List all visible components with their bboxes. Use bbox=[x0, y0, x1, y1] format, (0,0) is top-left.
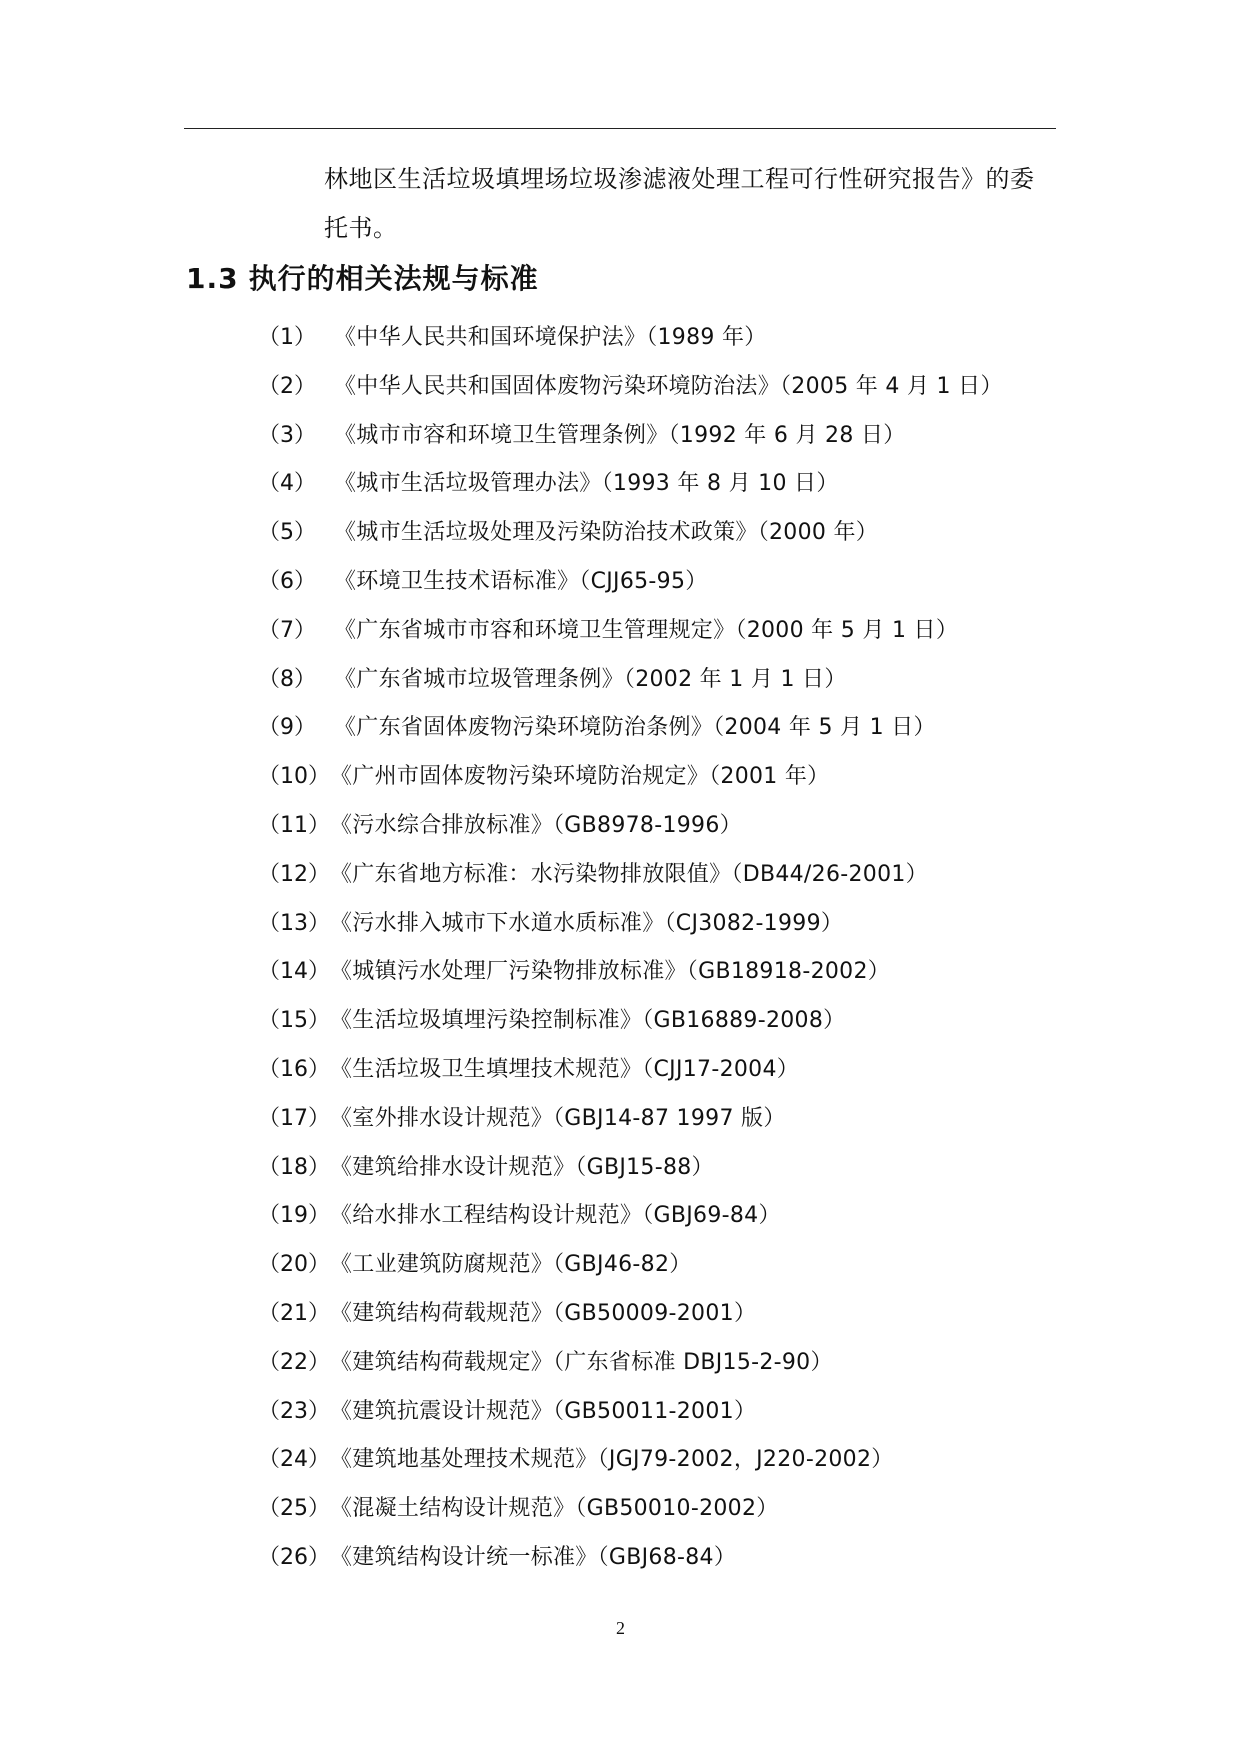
list-item bbox=[258, 1001, 1003, 1050]
item-title: 《污水排入城市下水道水质标准》（CJ3082-1999） bbox=[330, 910, 844, 936]
item-title: 《工业建筑防腐规范》（GBJ46-82） bbox=[330, 1252, 692, 1278]
item-title: 《建筑结构荷载规定》（广东省标准 DBJ15-2-90） bbox=[330, 1349, 833, 1375]
item-index: （14） bbox=[258, 959, 330, 985]
item-index: （18） bbox=[258, 1154, 330, 1180]
item-index: （21） bbox=[258, 1300, 330, 1326]
item-title: 《建筑结构设计统一标准》（GBJ68-84） bbox=[330, 1544, 737, 1570]
item-title: 《建筑地基处理技术规范》（JGJ79-2002，J220-2002） bbox=[330, 1447, 894, 1473]
list-item bbox=[258, 611, 1003, 660]
item-title: 《建筑抗震设计规范》（GB50011-2001） bbox=[330, 1398, 757, 1424]
list-item bbox=[258, 1392, 1003, 1441]
list-item bbox=[258, 367, 1003, 416]
item-title: 《混凝土结构设计规范》（GB50010-2002） bbox=[330, 1496, 779, 1522]
list-item bbox=[258, 1099, 1003, 1148]
item-index: （16） bbox=[258, 1056, 330, 1082]
item-title: 《建筑结构荷载规范》（GB50009-2001） bbox=[330, 1300, 757, 1326]
list-item bbox=[258, 806, 1003, 855]
item-index: （1） bbox=[258, 325, 316, 350]
item-index: （23） bbox=[258, 1398, 330, 1424]
list-item bbox=[258, 562, 1003, 611]
item-index: （10） bbox=[258, 764, 330, 790]
list-item bbox=[258, 513, 1003, 562]
section-heading bbox=[186, 259, 539, 299]
list-item bbox=[258, 757, 1003, 806]
item-index: （15） bbox=[258, 1008, 330, 1034]
item-index: （26） bbox=[258, 1544, 330, 1570]
page-number: 2 bbox=[616, 1618, 625, 1638]
continuation-line: 林地区生活垃圾填埋场垃圾渗滤液处理工程可行性研究报告》的委 bbox=[324, 165, 1035, 193]
list-item bbox=[258, 1245, 1003, 1294]
item-index: （19） bbox=[258, 1203, 330, 1229]
regulations-list bbox=[258, 318, 1003, 1587]
item-title: 《城市市容和环境卫生管理条例》（1992 年 6 月 28 日） bbox=[334, 422, 906, 448]
item-title: 《广州市固体废物污染环境防治规定》（2001 年） bbox=[330, 764, 830, 790]
section-title: 执行的相关法规与标准 bbox=[248, 262, 539, 295]
list-item bbox=[258, 1196, 1003, 1245]
item-title: 《中华人民共和国固体废物污染环境防治法》（2005 年 4 月 1 日） bbox=[334, 373, 1003, 399]
item-title: 《城镇污水处理厂污染物排放标准》（GB18918-2002） bbox=[330, 959, 891, 985]
item-index: （13） bbox=[258, 910, 330, 936]
item-index: （12） bbox=[258, 861, 330, 887]
item-index: （4） bbox=[258, 471, 316, 497]
continuation-paragraph bbox=[324, 155, 1064, 253]
list-item bbox=[258, 855, 1003, 904]
list-item bbox=[258, 1294, 1003, 1343]
item-index: （17） bbox=[258, 1105, 330, 1131]
list-item bbox=[258, 1489, 1003, 1538]
header-rule bbox=[184, 128, 1056, 129]
item-index: （22） bbox=[258, 1349, 330, 1375]
section-number: 1.3 bbox=[186, 262, 239, 295]
item-title: 《生活垃圾填埋污染控制标准》（GB16889-2008） bbox=[330, 1008, 846, 1034]
item-title: 《污水综合排放标准》（GB8978-1996） bbox=[330, 812, 742, 838]
item-title: 《城市生活垃圾管理办法》（1993 年 8 月 10 日） bbox=[334, 471, 839, 497]
item-index: （8） bbox=[258, 666, 316, 692]
item-title: 《室外排水设计规范》（GBJ14-87 1997 版） bbox=[330, 1105, 786, 1131]
list-item bbox=[258, 708, 1003, 757]
item-title: 《生活垃圾卫生填埋技术规范》（CJJ17-2004） bbox=[330, 1056, 800, 1082]
list-item bbox=[258, 660, 1003, 709]
list-item bbox=[258, 904, 1003, 953]
item-title: 《广东省固体废物污染环境防治条例》（2004 年 5 月 1 日） bbox=[334, 715, 936, 741]
item-index: （3） bbox=[258, 422, 316, 448]
item-title: 《中华人民共和国环境保护法》（1989 年） bbox=[334, 325, 767, 350]
list-item bbox=[258, 464, 1003, 513]
item-index: （25） bbox=[258, 1496, 330, 1522]
item-index: （9） bbox=[258, 715, 316, 741]
item-title: 《广东省地方标准：水污染物排放限值》（DB44/26-2001） bbox=[330, 861, 928, 887]
item-index: （7） bbox=[258, 617, 316, 643]
list-item bbox=[258, 1538, 1003, 1587]
list-item bbox=[258, 1148, 1003, 1197]
item-title: 《城市生活垃圾处理及污染防治技术政策》（2000 年） bbox=[334, 520, 879, 546]
item-index: （20） bbox=[258, 1252, 330, 1278]
item-title: 《建筑给排水设计规范》（GBJ15-88） bbox=[330, 1154, 714, 1180]
item-title: 《给水排水工程结构设计规范》（GBJ69-84） bbox=[330, 1203, 781, 1229]
item-title: 《环境卫生技术语标准》（CJJ65-95） bbox=[334, 568, 708, 594]
item-index: （2） bbox=[258, 373, 316, 399]
item-index: （5） bbox=[258, 520, 316, 546]
item-title: 《广东省城市市容和环境卫生管理规定》（2000 年 5 月 1 日） bbox=[334, 617, 959, 643]
list-item bbox=[258, 1440, 1003, 1489]
item-index: （24） bbox=[258, 1447, 330, 1473]
item-title: 《广东省城市垃圾管理条例》（2002 年 1 月 1 日） bbox=[334, 666, 847, 692]
list-item bbox=[258, 1050, 1003, 1099]
item-index: （6） bbox=[258, 568, 316, 594]
list-item bbox=[258, 416, 1003, 465]
list-item bbox=[258, 318, 1003, 367]
continuation-line: 托书。 bbox=[324, 214, 398, 242]
item-index: （11） bbox=[258, 812, 330, 838]
list-item bbox=[258, 952, 1003, 1001]
list-item bbox=[258, 1343, 1003, 1392]
